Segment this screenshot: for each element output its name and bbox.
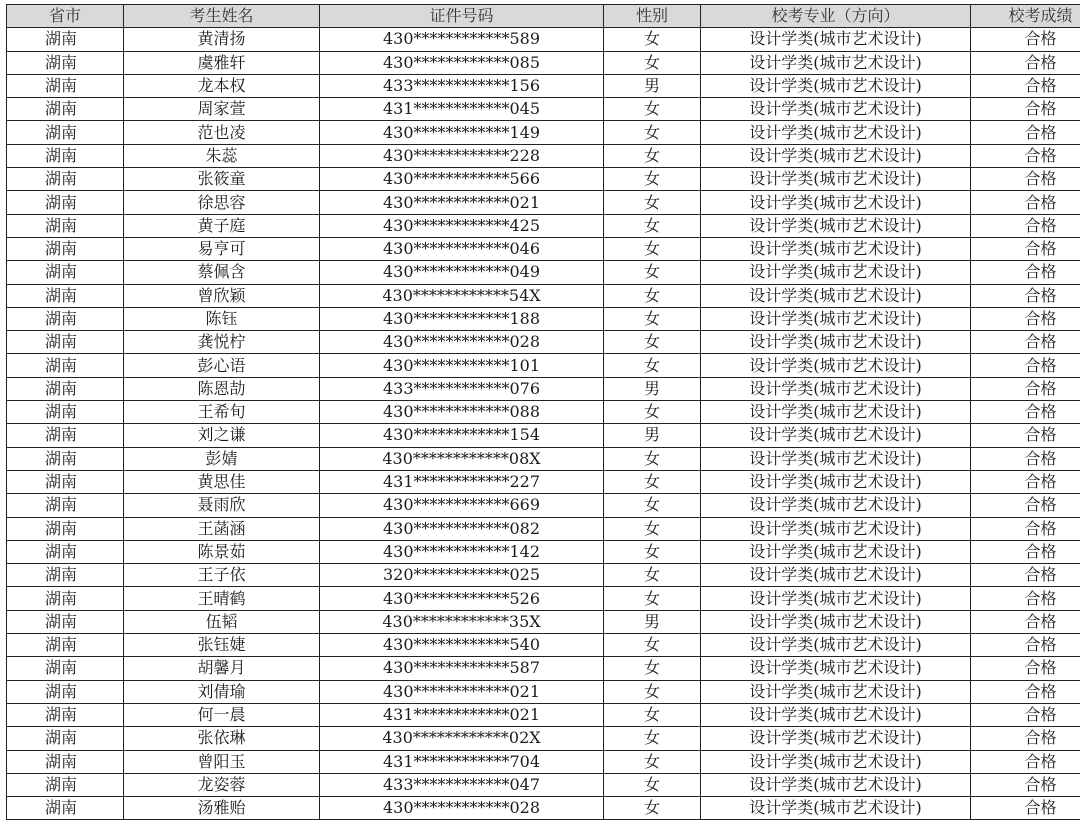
cell-id-number: 430************028 [320, 797, 604, 820]
cell-major: 设计学类(城市艺术设计) [701, 237, 971, 260]
cell-name: 彭心语 [124, 354, 320, 377]
cell-name: 张钰婕 [124, 634, 320, 657]
cell-result: 合格 [971, 261, 1080, 284]
cell-result: 合格 [971, 307, 1080, 330]
cell-id-number: 431************045 [320, 98, 604, 121]
cell-name: 黄思佳 [124, 470, 320, 493]
cell-result: 合格 [971, 634, 1080, 657]
cell-id-number: 430************425 [320, 214, 604, 237]
cell-gender: 女 [604, 750, 701, 773]
cell-id-number: 430************526 [320, 587, 604, 610]
header-name: 考生姓名 [124, 5, 320, 28]
cell-gender: 女 [604, 284, 701, 307]
cell-name: 王子依 [124, 564, 320, 587]
cell-id-number: 433************156 [320, 74, 604, 97]
cell-name: 陈钰 [124, 307, 320, 330]
cell-province: 湖南 [7, 377, 124, 400]
cell-gender: 女 [604, 634, 701, 657]
cell-id-number: 430************154 [320, 424, 604, 447]
cell-major: 设计学类(城市艺术设计) [701, 121, 971, 144]
cell-gender: 女 [604, 28, 701, 51]
cell-id-number: 431************227 [320, 470, 604, 493]
cell-name: 龚悦柠 [124, 331, 320, 354]
cell-id-number: 430************085 [320, 51, 604, 74]
cell-gender: 男 [604, 424, 701, 447]
cell-gender: 女 [604, 354, 701, 377]
cell-result: 合格 [971, 424, 1080, 447]
cell-name: 范也凌 [124, 121, 320, 144]
table-row [7, 354, 1080, 377]
cell-result: 合格 [971, 773, 1080, 796]
cell-gender: 男 [604, 74, 701, 97]
cell-id-number: 430************088 [320, 401, 604, 424]
cell-result: 合格 [971, 237, 1080, 260]
cell-result: 合格 [971, 214, 1080, 237]
table-row [7, 28, 1080, 51]
cell-id-number: 430************021 [320, 680, 604, 703]
cell-name: 刘之谦 [124, 424, 320, 447]
cell-name: 朱蕊 [124, 144, 320, 167]
cell-gender: 女 [604, 540, 701, 563]
table-row [7, 494, 1080, 517]
cell-result: 合格 [971, 494, 1080, 517]
table-row [7, 144, 1080, 167]
header-result: 校考成绩 [971, 5, 1080, 28]
table-row [7, 284, 1080, 307]
cell-major: 设计学类(城市艺术设计) [701, 540, 971, 563]
cell-name: 陈景茹 [124, 540, 320, 563]
cell-province: 湖南 [7, 28, 124, 51]
results-table [6, 4, 1080, 820]
header-major: 校考专业（方向） [701, 5, 971, 28]
cell-major: 设计学类(城市艺术设计) [701, 401, 971, 424]
cell-name: 聂雨欣 [124, 494, 320, 517]
cell-major: 设计学类(城市艺术设计) [701, 144, 971, 167]
cell-result: 合格 [971, 144, 1080, 167]
cell-province: 湖南 [7, 144, 124, 167]
cell-major: 设计学类(城市艺术设计) [701, 51, 971, 74]
cell-result: 合格 [971, 331, 1080, 354]
cell-province: 湖南 [7, 74, 124, 97]
table-row [7, 377, 1080, 400]
cell-gender: 女 [604, 494, 701, 517]
table-row [7, 587, 1080, 610]
table-row [7, 331, 1080, 354]
table-row [7, 657, 1080, 680]
cell-id-number: 433************076 [320, 377, 604, 400]
cell-result: 合格 [971, 540, 1080, 563]
cell-gender: 女 [604, 470, 701, 493]
cell-major: 设计学类(城市艺术设计) [701, 74, 971, 97]
cell-result: 合格 [971, 447, 1080, 470]
table-row [7, 307, 1080, 330]
cell-gender: 女 [604, 144, 701, 167]
cell-name: 彭婧 [124, 447, 320, 470]
cell-result: 合格 [971, 28, 1080, 51]
cell-major: 设计学类(城市艺术设计) [701, 727, 971, 750]
cell-result: 合格 [971, 191, 1080, 214]
cell-id-number: 430************149 [320, 121, 604, 144]
cell-result: 合格 [971, 680, 1080, 703]
table-row [7, 680, 1080, 703]
header-row [7, 5, 1080, 28]
cell-gender: 女 [604, 564, 701, 587]
cell-gender: 女 [604, 727, 701, 750]
cell-result: 合格 [971, 610, 1080, 633]
cell-result: 合格 [971, 517, 1080, 540]
cell-result: 合格 [971, 750, 1080, 773]
cell-major: 设计学类(城市艺术设计) [701, 797, 971, 820]
cell-result: 合格 [971, 797, 1080, 820]
table-row [7, 401, 1080, 424]
cell-major: 设计学类(城市艺术设计) [701, 750, 971, 773]
cell-result: 合格 [971, 377, 1080, 400]
cell-name: 曾欣颖 [124, 284, 320, 307]
cell-gender: 女 [604, 447, 701, 470]
table-row [7, 610, 1080, 633]
table-row [7, 634, 1080, 657]
cell-gender: 男 [604, 610, 701, 633]
cell-id-number: 430************02X [320, 727, 604, 750]
cell-id-number: 430************54X [320, 284, 604, 307]
cell-gender: 女 [604, 331, 701, 354]
cell-province: 湖南 [7, 634, 124, 657]
cell-major: 设计学类(城市艺术设计) [701, 168, 971, 191]
cell-province: 湖南 [7, 470, 124, 493]
cell-name: 黄清扬 [124, 28, 320, 51]
cell-name: 伍韬 [124, 610, 320, 633]
header-id-number: 证件号码 [320, 5, 604, 28]
cell-province: 湖南 [7, 191, 124, 214]
cell-name: 汤雅贻 [124, 797, 320, 820]
cell-gender: 女 [604, 168, 701, 191]
cell-province: 湖南 [7, 424, 124, 447]
cell-gender: 女 [604, 98, 701, 121]
cell-major: 设计学类(城市艺术设计) [701, 307, 971, 330]
cell-result: 合格 [971, 284, 1080, 307]
cell-name: 曾阳玉 [124, 750, 320, 773]
cell-id-number: 430************669 [320, 494, 604, 517]
cell-name: 龙本权 [124, 74, 320, 97]
cell-gender: 男 [604, 377, 701, 400]
cell-name: 龙姿蓉 [124, 773, 320, 796]
cell-major: 设计学类(城市艺术设计) [701, 680, 971, 703]
table-row [7, 98, 1080, 121]
cell-major: 设计学类(城市艺术设计) [701, 587, 971, 610]
cell-id-number: 430************35X [320, 610, 604, 633]
cell-province: 湖南 [7, 121, 124, 144]
cell-name: 张筱童 [124, 168, 320, 191]
cell-result: 合格 [971, 703, 1080, 726]
cell-province: 湖南 [7, 797, 124, 820]
cell-id-number: 433************047 [320, 773, 604, 796]
cell-major: 设计学类(城市艺术设计) [701, 703, 971, 726]
cell-result: 合格 [971, 74, 1080, 97]
cell-gender: 女 [604, 680, 701, 703]
cell-province: 湖南 [7, 401, 124, 424]
cell-major: 设计学类(城市艺术设计) [701, 261, 971, 284]
table-header [7, 5, 1080, 28]
cell-province: 湖南 [7, 284, 124, 307]
cell-id-number: 430************028 [320, 331, 604, 354]
cell-province: 湖南 [7, 168, 124, 191]
cell-gender: 女 [604, 191, 701, 214]
cell-province: 湖南 [7, 51, 124, 74]
cell-result: 合格 [971, 354, 1080, 377]
cell-id-number: 430************049 [320, 261, 604, 284]
table-row [7, 261, 1080, 284]
table-row [7, 727, 1080, 750]
cell-province: 湖南 [7, 494, 124, 517]
cell-gender: 女 [604, 214, 701, 237]
cell-id-number: 430************566 [320, 168, 604, 191]
cell-result: 合格 [971, 657, 1080, 680]
cell-name: 刘倩瑜 [124, 680, 320, 703]
cell-id-number: 430************046 [320, 237, 604, 260]
table-row [7, 517, 1080, 540]
table-row [7, 214, 1080, 237]
cell-province: 湖南 [7, 680, 124, 703]
cell-major: 设计学类(城市艺术设计) [701, 470, 971, 493]
cell-name: 王晴鹤 [124, 587, 320, 610]
cell-id-number: 320************025 [320, 564, 604, 587]
cell-province: 湖南 [7, 307, 124, 330]
cell-id-number: 430************101 [320, 354, 604, 377]
cell-major: 设计学类(城市艺术设计) [701, 494, 971, 517]
cell-result: 合格 [971, 401, 1080, 424]
cell-major: 设计学类(城市艺术设计) [701, 191, 971, 214]
cell-result: 合格 [971, 51, 1080, 74]
table-body [7, 28, 1080, 820]
cell-gender: 女 [604, 657, 701, 680]
cell-result: 合格 [971, 564, 1080, 587]
cell-name: 何一晨 [124, 703, 320, 726]
cell-major: 设计学类(城市艺术设计) [701, 447, 971, 470]
cell-result: 合格 [971, 168, 1080, 191]
cell-province: 湖南 [7, 261, 124, 284]
cell-province: 湖南 [7, 610, 124, 633]
cell-name: 王菡涵 [124, 517, 320, 540]
table-row [7, 750, 1080, 773]
cell-province: 湖南 [7, 587, 124, 610]
cell-province: 湖南 [7, 447, 124, 470]
cell-name: 徐思容 [124, 191, 320, 214]
table-row [7, 168, 1080, 191]
cell-province: 湖南 [7, 750, 124, 773]
cell-id-number: 431************021 [320, 703, 604, 726]
table-row [7, 74, 1080, 97]
cell-province: 湖南 [7, 331, 124, 354]
cell-gender: 女 [604, 237, 701, 260]
cell-major: 设计学类(城市艺术设计) [701, 517, 971, 540]
cell-major: 设计学类(城市艺术设计) [701, 331, 971, 354]
cell-name: 易亨可 [124, 237, 320, 260]
cell-id-number: 430************587 [320, 657, 604, 680]
cell-province: 湖南 [7, 237, 124, 260]
cell-result: 合格 [971, 727, 1080, 750]
cell-name: 张依琳 [124, 727, 320, 750]
cell-province: 湖南 [7, 540, 124, 563]
table-row [7, 703, 1080, 726]
cell-result: 合格 [971, 121, 1080, 144]
cell-name: 虞雅轩 [124, 51, 320, 74]
cell-province: 湖南 [7, 727, 124, 750]
cell-major: 设计学类(城市艺术设计) [701, 354, 971, 377]
cell-gender: 女 [604, 703, 701, 726]
cell-result: 合格 [971, 470, 1080, 493]
table-row [7, 191, 1080, 214]
cell-name: 王希旬 [124, 401, 320, 424]
cell-gender: 女 [604, 401, 701, 424]
cell-name: 蔡佩含 [124, 261, 320, 284]
table-row [7, 470, 1080, 493]
cell-gender: 女 [604, 773, 701, 796]
cell-major: 设计学类(城市艺术设计) [701, 564, 971, 587]
cell-id-number: 430************142 [320, 540, 604, 563]
cell-gender: 女 [604, 51, 701, 74]
cell-province: 湖南 [7, 98, 124, 121]
cell-major: 设计学类(城市艺术设计) [701, 424, 971, 447]
cell-province: 湖南 [7, 657, 124, 680]
cell-name: 陈恩劼 [124, 377, 320, 400]
cell-id-number: 430************589 [320, 28, 604, 51]
table-row [7, 424, 1080, 447]
cell-name: 周家萱 [124, 98, 320, 121]
table-row [7, 447, 1080, 470]
cell-result: 合格 [971, 98, 1080, 121]
cell-result: 合格 [971, 587, 1080, 610]
header-province: 省市 [7, 5, 124, 28]
table-row [7, 564, 1080, 587]
cell-province: 湖南 [7, 214, 124, 237]
table-row [7, 540, 1080, 563]
cell-id-number: 430************188 [320, 307, 604, 330]
cell-major: 设计学类(城市艺术设计) [701, 214, 971, 237]
table-row [7, 121, 1080, 144]
cell-major: 设计学类(城市艺术设计) [701, 98, 971, 121]
cell-major: 设计学类(城市艺术设计) [701, 610, 971, 633]
cell-province: 湖南 [7, 517, 124, 540]
cell-id-number: 430************082 [320, 517, 604, 540]
cell-major: 设计学类(城市艺术设计) [701, 28, 971, 51]
cell-major: 设计学类(城市艺术设计) [701, 657, 971, 680]
cell-gender: 女 [604, 121, 701, 144]
cell-id-number: 430************540 [320, 634, 604, 657]
table-row [7, 773, 1080, 796]
table-row [7, 797, 1080, 820]
header-gender: 性别 [604, 5, 701, 28]
table-row [7, 237, 1080, 260]
cell-major: 设计学类(城市艺术设计) [701, 773, 971, 796]
cell-id-number: 430************021 [320, 191, 604, 214]
table-row [7, 51, 1080, 74]
cell-province: 湖南 [7, 564, 124, 587]
cell-id-number: 430************08X [320, 447, 604, 470]
cell-major: 设计学类(城市艺术设计) [701, 634, 971, 657]
cell-name: 胡馨月 [124, 657, 320, 680]
cell-id-number: 430************228 [320, 144, 604, 167]
cell-gender: 女 [604, 261, 701, 284]
cell-major: 设计学类(城市艺术设计) [701, 284, 971, 307]
cell-gender: 女 [604, 587, 701, 610]
cell-id-number: 431************704 [320, 750, 604, 773]
cell-name: 黄子庭 [124, 214, 320, 237]
cell-gender: 女 [604, 797, 701, 820]
cell-province: 湖南 [7, 354, 124, 377]
cell-major: 设计学类(城市艺术设计) [701, 377, 971, 400]
cell-province: 湖南 [7, 703, 124, 726]
cell-gender: 女 [604, 517, 701, 540]
cell-province: 湖南 [7, 773, 124, 796]
cell-gender: 女 [604, 307, 701, 330]
